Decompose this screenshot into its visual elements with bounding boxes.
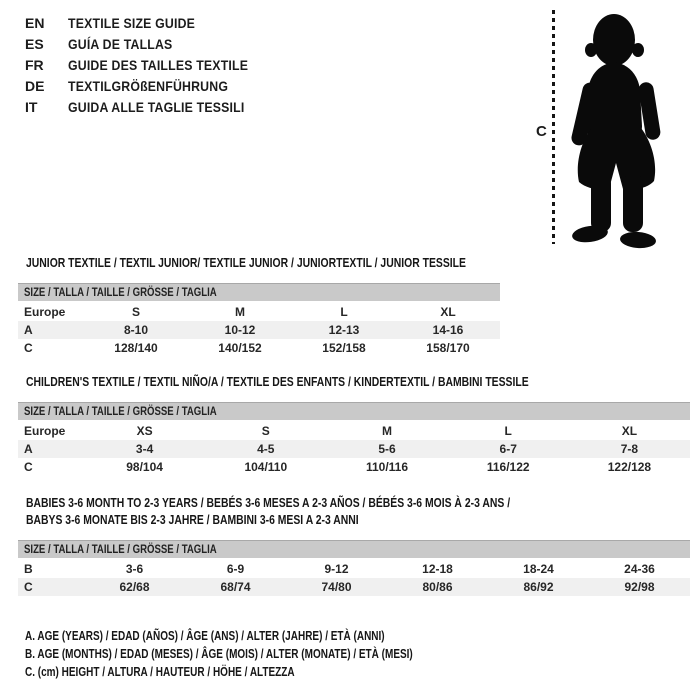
size-header-bar xyxy=(18,540,690,558)
table-title-line xyxy=(26,511,690,528)
size-header-bar xyxy=(18,283,500,301)
table-title xyxy=(18,373,690,390)
language-title-list xyxy=(25,13,273,118)
size-cell: 5-6 xyxy=(378,442,396,456)
table-row xyxy=(18,339,500,357)
table-title xyxy=(18,494,690,528)
language-row xyxy=(25,76,273,97)
size-cell: 86/92 xyxy=(523,580,554,594)
language-title: GUÍA DE TALLAS xyxy=(68,36,173,52)
table-row xyxy=(18,422,690,440)
size-cell: 158/170 xyxy=(426,341,470,355)
footnote-line xyxy=(25,645,510,663)
size-cell: 18-24 xyxy=(523,562,554,576)
row-label: C xyxy=(24,341,33,355)
toddler-silhouette-icon xyxy=(562,6,674,250)
size-cell: 68/74 xyxy=(220,580,251,594)
size-header-text: SIZE / TALLA / TAILLE / GRÖSSE / TAGLIA xyxy=(24,285,217,299)
language-title: GUIDE DES TAILLES TEXTILE xyxy=(68,57,249,73)
size-cell: 140/152 xyxy=(218,341,262,355)
size-table xyxy=(18,373,690,476)
size-cell: S xyxy=(261,424,270,438)
footnote-line xyxy=(25,663,510,681)
size-cell: M xyxy=(235,305,245,319)
size-cell: L xyxy=(340,305,348,319)
table-title-text: JUNIOR TEXTILE / TEXTIL JUNIOR/ TEXTILE JUNIOR / JUNIORTEXTIL / JUNIOR TESSILE xyxy=(26,255,466,270)
table-title-text: CHILDREN'S TEXTILE / TEXTIL NIÑO/A / TEXTILE DES ENFANTS / KINDERTEXTIL / BAMBINI TESSILE xyxy=(26,374,529,389)
language-code: FR xyxy=(25,57,44,73)
language-title: GUIDA ALLE TAGLIE TESSILI xyxy=(68,99,245,115)
size-cell: S xyxy=(131,305,140,319)
size-cell: 128/140 xyxy=(114,341,158,355)
footnote-text: A. AGE (YEARS) / EDAD (AÑOS) / ÂGE (ANS) / ALTER (JAHRE) / ETÀ (ANNI) xyxy=(25,629,385,643)
table-title-text: BABYS 3-6 MONATE BIS 2-3 JAHRE / BAMBINI 3-6 MESI A 2-3 ANNI xyxy=(26,512,359,527)
height-dashed-line xyxy=(552,10,555,244)
size-cell: 14-16 xyxy=(432,323,464,337)
size-table xyxy=(18,254,500,357)
size-cell: XL xyxy=(440,305,456,319)
language-row xyxy=(25,97,273,118)
table-title-line xyxy=(26,494,690,511)
row-label: A xyxy=(24,442,33,456)
size-cell: 24-36 xyxy=(624,562,655,576)
size-cell: 80/86 xyxy=(422,580,453,594)
size-header-text: SIZE / TALLA / TAILLE / GRÖSSE / TAGLIA xyxy=(24,404,217,418)
size-cell: 6-7 xyxy=(499,442,517,456)
size-cell: 4-5 xyxy=(257,442,275,456)
language-title: TEXTILE SIZE GUIDE xyxy=(68,15,196,31)
size-cell: 9-12 xyxy=(324,562,349,576)
footnote-text: C. (cm) HEIGHT / ALTURA / HAUTEUR / HÖHE / ALTEZZA xyxy=(25,665,295,679)
language-code: DE xyxy=(25,78,45,94)
table-row xyxy=(18,560,690,578)
language-code: IT xyxy=(25,99,38,115)
language-row xyxy=(25,13,273,34)
footnotes xyxy=(25,627,510,681)
size-cell: XS xyxy=(136,424,153,438)
size-cell: 12-13 xyxy=(328,323,360,337)
language-code: ES xyxy=(25,36,44,52)
row-label: Europe xyxy=(24,305,66,319)
size-cell: 110/116 xyxy=(365,460,409,474)
language-row xyxy=(25,55,273,76)
height-measure-label: C xyxy=(536,123,547,140)
size-cell: 104/110 xyxy=(244,460,288,474)
language-code: EN xyxy=(25,15,45,31)
size-header-bar xyxy=(18,402,690,420)
size-cell: 8-10 xyxy=(123,323,149,337)
row-label: Europe xyxy=(24,424,66,438)
size-cell: 6-9 xyxy=(226,562,245,576)
size-cell: 98/104 xyxy=(126,460,163,474)
table-row xyxy=(18,321,500,339)
size-cell: 116/122 xyxy=(486,460,530,474)
row-label: B xyxy=(24,562,33,576)
size-cell: 10-12 xyxy=(224,323,256,337)
language-title: TEXTILGRÖßENFÜHRUNG xyxy=(68,78,229,94)
size-cell: 3-6 xyxy=(125,562,144,576)
row-label: C xyxy=(24,460,33,474)
size-cell: XL xyxy=(621,424,638,438)
table-title-text: BABIES 3-6 MONTH TO 2-3 YEARS / BEBÉS 3-6 MESES A 2-3 AÑOS / BÉBÉS 3-6 MOIS À 2-3 ANS / xyxy=(26,495,511,510)
size-cell: 152/158 xyxy=(322,341,366,355)
language-row xyxy=(25,34,273,55)
table-title xyxy=(18,254,500,271)
table-row xyxy=(18,303,500,321)
size-cell: 74/80 xyxy=(321,580,352,594)
size-cell: 92/98 xyxy=(624,580,655,594)
table-title-line xyxy=(26,373,690,390)
size-header-text: SIZE / TALLA / TAILLE / GRÖSSE / TAGLIA xyxy=(24,542,217,556)
row-label: A xyxy=(24,323,33,337)
size-cell: 62/68 xyxy=(119,580,150,594)
row-label: C xyxy=(24,580,33,594)
size-table xyxy=(18,494,690,596)
size-cell: 12-18 xyxy=(422,562,453,576)
size-cell: 122/128 xyxy=(607,460,652,474)
size-cell: L xyxy=(504,424,512,438)
size-cell: 7-8 xyxy=(620,442,639,456)
footnote-line xyxy=(25,627,510,645)
table-row xyxy=(18,440,690,458)
size-cell: 3-4 xyxy=(135,442,154,456)
size-cell: M xyxy=(382,424,392,438)
table-row xyxy=(18,578,690,596)
table-row xyxy=(18,458,690,476)
table-title-line xyxy=(26,254,500,271)
footnote-text: B. AGE (MONTHS) / EDAD (MESES) / ÂGE (MOIS) / ALTER (MONATE) / ETÀ (MESI) xyxy=(25,647,413,661)
